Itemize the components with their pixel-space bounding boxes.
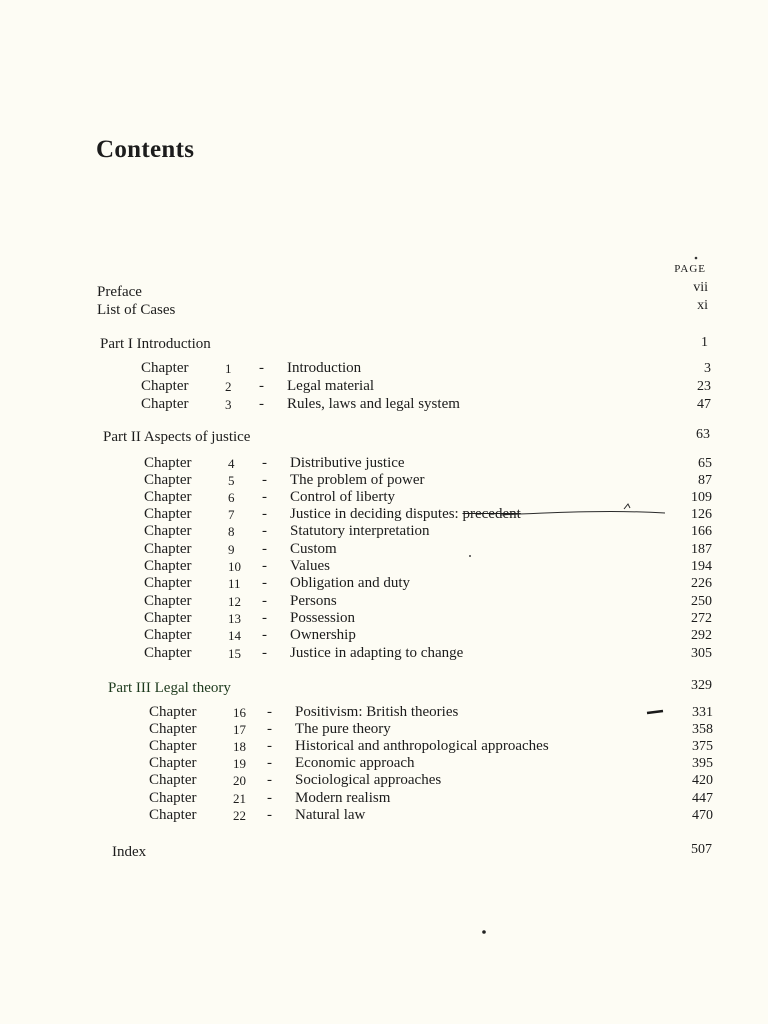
- chapter-word: Chapter: [144, 610, 192, 626]
- chapter-page: 305: [691, 646, 712, 661]
- chapter-dash: -: [262, 645, 267, 661]
- chapter-number: 1: [225, 361, 232, 376]
- chapter-number: 18: [233, 739, 246, 754]
- chapter-dash: -: [267, 755, 272, 771]
- chapter-title: The pure theory: [295, 721, 391, 737]
- chapter-dash: -: [267, 807, 272, 823]
- toc-entry-list-of-cases: List of Cases: [97, 302, 176, 318]
- part-heading-1: Part I Introduction: [100, 336, 211, 352]
- chapter-page: 166: [691, 524, 712, 539]
- chapter-dash: -: [267, 738, 272, 754]
- chapter-title: Custom: [290, 541, 337, 557]
- chapter-page: 420: [692, 773, 713, 788]
- chapter-page: 272: [691, 611, 712, 626]
- chapter-word: Chapter: [144, 541, 192, 557]
- chapter-dash: -: [262, 472, 267, 488]
- toc-entry-preface: Preface: [97, 284, 142, 300]
- chapter-number: 14: [228, 628, 241, 643]
- chapter-dash: -: [262, 593, 267, 609]
- chapter-title: Distributive justice: [290, 455, 405, 471]
- toc-page-list-of-cases: xi: [697, 298, 708, 313]
- index-page: 507: [691, 842, 712, 857]
- chapter-word: Chapter: [144, 506, 192, 522]
- chapter-title: Possession: [290, 610, 356, 626]
- chapter-title: Persons: [290, 593, 337, 609]
- ink-speck: [469, 555, 471, 557]
- chapter-page: 23: [697, 379, 711, 394]
- pen-tick-mark: [624, 504, 630, 509]
- chapter-dash: -: [259, 360, 264, 376]
- chapter-title: Statutory interpretation: [290, 523, 430, 539]
- chapter-number: 13: [228, 611, 241, 626]
- chapter-dash: -: [259, 378, 264, 394]
- chapter-page: 470: [692, 808, 713, 823]
- chapter-title: Introduction: [287, 360, 362, 376]
- chapter-title: Sociological approaches: [295, 772, 442, 788]
- chapter-page: 395: [692, 756, 713, 771]
- chapter-number: 15: [228, 646, 241, 661]
- part-heading-3: Part III Legal theory: [108, 680, 231, 696]
- chapter-dash: -: [262, 506, 267, 522]
- chapter-dash: -: [262, 610, 267, 626]
- chapter-word: Chapter: [144, 558, 192, 574]
- chapter-page: 126: [691, 507, 712, 522]
- chapter-dash: -: [267, 790, 272, 806]
- chapter-number: 10: [228, 559, 241, 574]
- part-page-3: 329: [691, 678, 712, 693]
- chapter-page: 3: [704, 361, 711, 376]
- chapter-word: Chapter: [141, 378, 189, 394]
- chapter-page: 109: [691, 490, 712, 505]
- chapter-word: Chapter: [144, 472, 192, 488]
- index-entry: Index: [112, 844, 147, 860]
- chapter-word: Chapter: [144, 593, 192, 609]
- chapter-word: Chapter: [144, 523, 192, 539]
- chapter-number: 9: [228, 542, 235, 557]
- chapter-title: Values: [290, 558, 330, 574]
- chapter-dash: -: [262, 523, 267, 539]
- chapter-number: 6: [228, 490, 235, 505]
- chapter-word: Chapter: [144, 489, 192, 505]
- chapter-dash: -: [262, 455, 267, 471]
- chapter-number: 7: [228, 507, 235, 522]
- chapter-page: 250: [691, 594, 712, 609]
- chapter-word: Chapter: [144, 455, 192, 471]
- chapter-page: 47: [697, 397, 711, 412]
- chapter-word: Chapter: [149, 755, 197, 771]
- chapter-dash: -: [262, 627, 267, 643]
- chapter-page: 194: [691, 559, 712, 574]
- chapter-dash: -: [262, 541, 267, 557]
- chapter-number: 17: [233, 722, 246, 737]
- chapter-word: Chapter: [149, 772, 197, 788]
- chapter-title: Rules, laws and legal system: [287, 396, 460, 412]
- chapter-dash: -: [262, 575, 267, 591]
- chapter-page: 187: [691, 542, 712, 557]
- chapter-dash: -: [262, 489, 267, 505]
- chapter-number: 11: [228, 576, 241, 591]
- chapter-page: 358: [692, 722, 713, 737]
- chapter-number: 3: [225, 397, 232, 412]
- chapter-page: 226: [691, 576, 712, 591]
- chapter-page: 292: [691, 628, 712, 643]
- chapter-number: 21: [233, 791, 246, 806]
- chapter-word: Chapter: [149, 704, 197, 720]
- chapter-title: Economic approach: [295, 755, 415, 771]
- chapter-word: Chapter: [144, 627, 192, 643]
- chapter-dash: -: [267, 721, 272, 737]
- chapter-number: 4: [228, 456, 235, 471]
- chapter-number: 8: [228, 524, 235, 539]
- chapter-word: Chapter: [149, 807, 197, 823]
- ink-speck: [695, 257, 698, 260]
- struck-out-word: precedent: [462, 506, 521, 522]
- chapter-page: 375: [692, 739, 713, 754]
- chapter-number: 20: [233, 773, 246, 788]
- chapter-title: Control of liberty: [290, 489, 395, 505]
- chapter-title: Obligation and duty: [290, 575, 410, 591]
- part-heading-2: Part II Aspects of justice: [103, 429, 251, 445]
- chapter-number: 22: [233, 808, 246, 823]
- chapter-title: Justice in adapting to change: [290, 645, 464, 661]
- chapter-number: 5: [228, 473, 235, 488]
- chapter-word: Chapter: [144, 645, 192, 661]
- chapter-word: Chapter: [149, 721, 197, 737]
- part-page-1: 1: [701, 335, 708, 350]
- chapter-number: 16: [233, 705, 246, 720]
- chapter-page: 447: [692, 791, 713, 806]
- chapter-dash: -: [262, 558, 267, 574]
- chapter-dash: -: [267, 772, 272, 788]
- chapter-title-text: Justice in deciding disputes:: [290, 506, 459, 522]
- chapter-number: 2: [225, 379, 232, 394]
- chapter-title: Natural law: [295, 807, 366, 823]
- chapter-title: The problem of power: [290, 472, 425, 488]
- part-page-2: 63: [696, 427, 710, 442]
- chapter-title: Historical and anthropological approaches: [295, 738, 549, 754]
- page-column-heading: PAGE: [674, 263, 706, 275]
- chapter-number: 12: [228, 594, 241, 609]
- pen-arrow-mark: [647, 711, 663, 713]
- chapter-title: Ownership: [290, 627, 356, 643]
- chapter-title: Positivism: British theories: [295, 704, 459, 720]
- chapter-dash: -: [267, 704, 272, 720]
- ink-speck: [482, 930, 486, 934]
- page-title: Contents: [96, 136, 195, 163]
- chapter-title: Legal material: [287, 378, 375, 394]
- chapter-word: Chapter: [141, 396, 189, 412]
- toc-page-preface: vii: [693, 280, 708, 295]
- chapter-page: 87: [698, 473, 712, 488]
- chapter-word: Chapter: [141, 360, 189, 376]
- chapter-title: Modern realism: [295, 790, 391, 806]
- chapter-word: Chapter: [144, 575, 192, 591]
- chapter-number: 19: [233, 756, 246, 771]
- chapter-word: Chapter: [149, 738, 197, 754]
- chapter-page: 65: [698, 456, 712, 471]
- chapter-page: 331: [692, 705, 713, 720]
- pen-stroke-under-chapter-7: [500, 512, 665, 515]
- chapter-dash: -: [259, 396, 264, 412]
- chapter-word: Chapter: [149, 790, 197, 806]
